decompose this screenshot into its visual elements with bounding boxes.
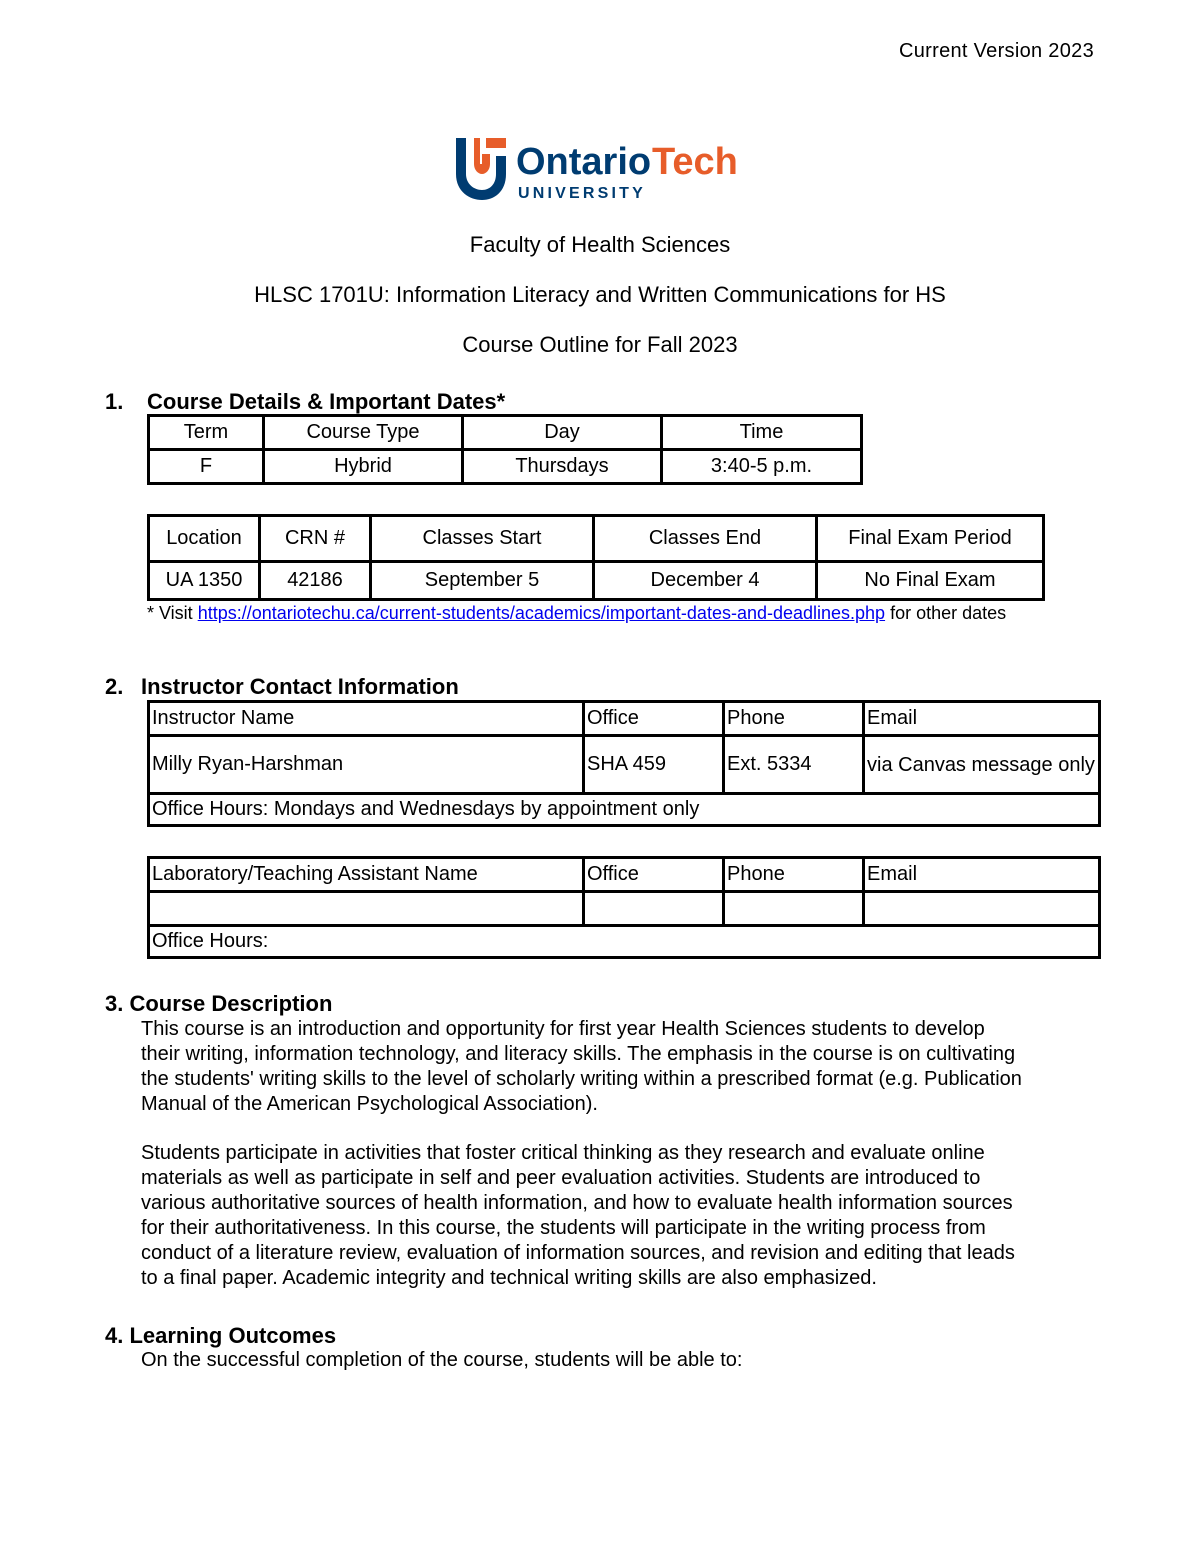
ta-table: [147, 856, 1101, 959]
header-email: Email: [864, 702, 1100, 736]
para-2-line: conduct of a literature review, evaluation of information sources, and revision and editing that leads: [141, 1242, 1015, 1264]
header-term: Term: [149, 416, 264, 450]
cell-term: F: [149, 450, 264, 484]
cell-classes-end: December 4: [594, 562, 817, 600]
header-phone: Phone: [724, 702, 864, 736]
cell-ta-email: [864, 892, 1100, 926]
header-instructor-name: Instructor Name: [149, 702, 584, 736]
para-1-line: their writing, information technology, and literacy skills. The emphasis in the course is on cultivating: [141, 1043, 1016, 1065]
header-ta-office: Office: [584, 858, 724, 892]
cell-classes-start: September 5: [371, 562, 594, 600]
para-1-line: This course is an introduction and opportunity for first year Health Sciences students to develop: [141, 1018, 985, 1040]
outline-title: Course Outline for Fall 2023: [462, 332, 738, 357]
header-classes-start: Classes Start: [371, 516, 594, 562]
cell-office: SHA 459: [584, 736, 724, 794]
header-day: Day: [463, 416, 662, 450]
para-2-line: various authoritative sources of health information, and how to evaluate health information sources: [141, 1192, 1013, 1214]
cell-crn: 42186: [260, 562, 371, 600]
instructor-office-hours: Office Hours: Mondays and Wednesdays by appointment only: [149, 794, 1100, 826]
ontario-tech-logo: [452, 134, 752, 202]
cell-email: via Canvas message only: [864, 736, 1100, 794]
section-1-number: 1.: [105, 389, 124, 414]
logo-wordmark-tech: Tech: [652, 141, 738, 183]
header-location: Location: [149, 516, 260, 562]
cell-ta-name: [149, 892, 584, 926]
header-time: Time: [662, 416, 862, 450]
course-dates-table: [147, 514, 1045, 601]
instructor-table: [147, 700, 1101, 827]
cell-phone: Ext. 5334: [724, 736, 864, 794]
cell-final-exam: No Final Exam: [817, 562, 1044, 600]
ta-office-hours: Office Hours:: [149, 926, 1100, 958]
course-details-table: [147, 414, 863, 485]
section-2-number: 2.: [105, 674, 124, 699]
section-2-heading: [105, 674, 459, 700]
cell-ta-phone: [724, 892, 864, 926]
cell-ta-office: [584, 892, 724, 926]
section-1-title: Course Details & Important Dates*: [147, 389, 506, 414]
cell-instructor-name: Milly Ryan-Harshman: [149, 736, 584, 794]
header-classes-end: Classes End: [594, 516, 817, 562]
logo-subtitle: UNIVERSITY: [518, 185, 647, 202]
version-label: Current Version 2023: [898, 40, 1094, 62]
section-1-heading: [105, 389, 506, 415]
section-4-heading: 4. Learning Outcomes: [105, 1323, 337, 1348]
course-title: HLSC 1701U: Information Literacy and Written Communications for HS: [254, 282, 946, 307]
dates-note: [147, 603, 1006, 624]
course-description-para-2: [141, 1141, 1101, 1291]
cell-location: UA 1350: [149, 562, 260, 600]
header-ta-email: Email: [864, 858, 1100, 892]
header-ta-name: Laboratory/Teaching Assistant Name: [149, 858, 584, 892]
header-office: Office: [584, 702, 724, 736]
section-3-heading: 3. Course Description: [105, 991, 333, 1016]
header-course-type: Course Type: [264, 416, 463, 450]
ontario-tech-shield-icon: [452, 134, 752, 202]
para-1-line: the students' writing skills to the level of scholarly writing within a prescribed format (e.g. Publication: [141, 1068, 1022, 1090]
learning-outcomes-intro: On the successful completion of the course, students will be able to:: [141, 1349, 743, 1371]
para-2-line: Students participate in activities that foster critical thinking as they research and evaluate online: [141, 1142, 985, 1164]
course-description-para-1: [141, 1017, 1101, 1117]
header-ta-phone: Phone: [724, 858, 864, 892]
cell-day: Thursdays: [463, 450, 662, 484]
para-2-line: for their authoritativeness. In this course, the students will participate in the writing process from: [141, 1217, 986, 1239]
cell-course-type: Hybrid: [264, 450, 463, 484]
logo-wordmark-ontario: Ontario: [516, 141, 652, 183]
dates-note-prefix: * Visit: [147, 603, 198, 623]
para-2-line: materials as well as participate in self and peer evaluation activities. Students are introduced to: [141, 1167, 981, 1189]
cell-time: 3:40-5 p.m.: [662, 450, 862, 484]
header-final-exam: Final Exam Period: [817, 516, 1044, 562]
faculty-title: Faculty of Health Sciences: [469, 232, 731, 257]
para-1-line: Manual of the American Psychological Association).: [141, 1093, 598, 1115]
dates-note-suffix: for other dates: [885, 603, 1007, 623]
section-2-title: Instructor Contact Information: [141, 674, 459, 699]
important-dates-link[interactable]: https://ontariotechu.ca/current-students/academics/important-dates-and-deadlines.php: [197, 603, 886, 623]
para-2-line: to a final paper. Academic integrity and technical writing skills are also emphasized.: [141, 1267, 877, 1289]
header-crn: CRN #: [260, 516, 371, 562]
